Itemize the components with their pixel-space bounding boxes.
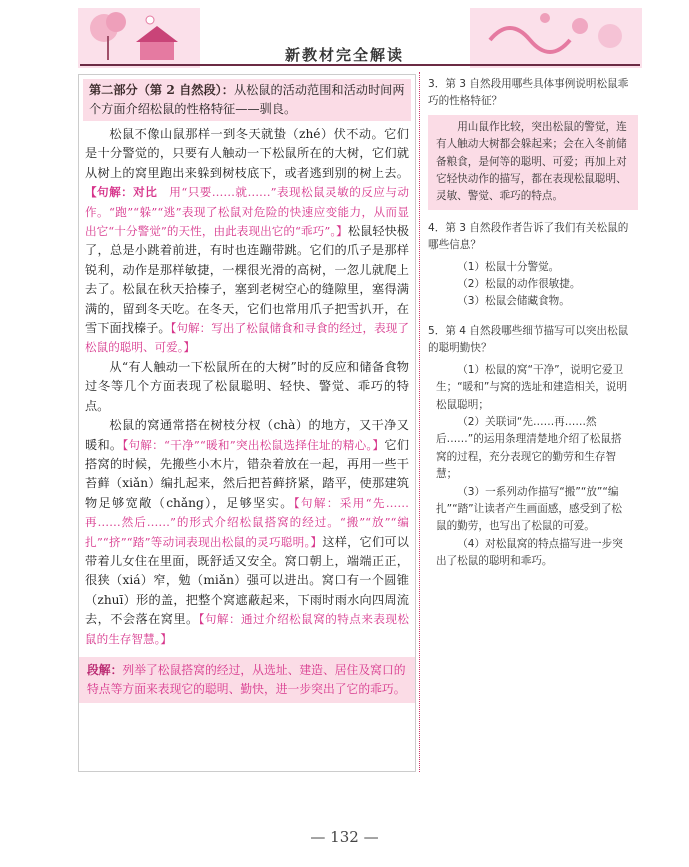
paragraph-analysis-label: 段解： [87, 662, 123, 677]
answer-5-box [428, 360, 638, 573]
page-header-title: 新教材完全解读 [284, 46, 404, 64]
answer-5-item-3: （3）一系列动作描写“搬”“放”“编扎”“踏”让读者产生画面感，感受到了松鼠的勤劳，也写出了松鼠的可爱。 [436, 485, 622, 533]
header-decoration [0, 0, 689, 80]
question-4: 4．第 3 自然段作者告诉了我们有关松鼠的哪些信息？ [428, 221, 629, 252]
text-p4: 松鼠的窝通常搭在树枝分杈（chà）的地方，又干净又暖和。 [85, 418, 409, 452]
answer-5-item-4: （4）对松鼠窝的特点描写进一步突出了松鼠的聪明和乖巧。 [436, 537, 623, 568]
answer-4-item-3: （3）松鼠会储藏食物。 [457, 295, 570, 308]
answer-3: 用山鼠作比较，突出松鼠的警觉，连有人触动大树都会躲起来；会在入冬前储备粮食，是何等的聪明、可爱；再加上对它轻快动作的描写，都在表现松鼠聪明、灵敏、警觉、乖巧的特点。 [436, 120, 627, 203]
sentence-note-3: 【句解：“干净”“暖和”突出松鼠选择住址的精心。】 [122, 437, 385, 452]
page-number: — 132 — [310, 828, 379, 846]
answer-4-box [428, 257, 638, 313]
paragraph-analysis-text: 列举了松鼠搭窝的经过，从选址、建造、居住及窝口的特点等方面来表现它的聪明、勤快，进一步突出了它的乖巧。 [87, 662, 406, 696]
flower-icon [146, 16, 154, 24]
answer-5-item-2: （2）关联词“先……再……然后……”的运用条理清楚地介绍了松鼠搭窝的过程，充分表现它的勤劳和生存智慧； [436, 415, 622, 481]
paragraph-analysis-box [79, 657, 415, 703]
text-p5: 它们搭窝的时候，先搬些小木片，错杂着放在一起，再用一些干苔藓（xiǎn）编扎起来，然后把苔藓挤紧，踏平，使那建筑物足够宽敞（chǎng），足够坚实。 [85, 437, 410, 510]
bubble-decoration-3 [540, 13, 550, 23]
answer-5-item-1: （1）松鼠的窝“干净”，说明它爱卫生；“暖和”与窝的选址和建造相关，说明松鼠聪明； [436, 363, 628, 411]
sentence-note-4: 【句解：采用“先……再……然后……”的形式介绍松鼠搭窝的经过。“搬”“放”“编扎”“挤”“踏”等动词表现出松鼠的灵巧聪明。】 [85, 495, 409, 549]
question-3: 3．第 3 自然段用哪些具体事例说明松鼠乖巧的性格特征？ [428, 78, 629, 108]
part-label: 第二部分（第 2 自然段）： [89, 83, 234, 97]
text-p1: 松鼠不像山鼠那样一到冬天就蛰（zhé）伏不动。它们是十分警觉的，只要有人触动一下松鼠所在的大树，它们就从树上的窝里跑出来躲到树枝底下，或者逃到别的树上去。 [85, 127, 409, 180]
header-divider [80, 64, 640, 66]
column-divider [419, 72, 420, 772]
part-text: 从松鼠的活动范围和活动时间两个方面介绍松鼠的性格特征——驯良。 [89, 83, 405, 116]
question-column [428, 76, 638, 583]
paragraph-block-2 [79, 416, 415, 649]
text-p6: 这样，它们可以带着儿女住在里面，既舒适又安全。窝口朝上，端端正正，很狭（xiá）窄，勉（miǎn）强可以进出。窝口有一个圆锥（zhuī）形的盖，把整个窝遮蔽起来，下雨时雨水向四周流去，不会落在窝里。 [85, 534, 409, 627]
note-1-text: 用“只要……就……”表现松鼠灵敏的反应与动作。“跑”“躲”“逃”表现了松鼠对危险的快速应变能力，从而显出它“十分警觉”的天性，由此表现出它的“乖巧”。】 [85, 185, 409, 239]
main-text-column [78, 74, 416, 772]
note-1-key: 【句解：对比 [85, 185, 158, 200]
answer-4-item-2: （2）松鼠的动作很敏捷。 [457, 278, 581, 291]
answer-3-box [428, 115, 638, 210]
question-5: 5．第 4 自然段哪些细节描写可以突出松鼠的聪明勤快？ [428, 324, 629, 355]
text-p2: 松鼠轻快极了，总是小跳着前进，有时也连蹦带跳。它们的爪子是那样锐利，动作是那样敏捷，一棵很光滑的高树，一忽儿就爬上去了。松鼠在秋天拾榛子，塞到老树空心的缝隙里，塞得满满的，留到冬天吃。在冬天，它们也常用爪子把雪扒开，在雪下面找榛子。 [85, 224, 409, 336]
paragraph-summary: 从“有人触动一下松鼠所在的大树”时的反应和储备食物过冬等几个方面表现了松鼠聪明、轻快、警觉、乖巧的特点。 [85, 359, 409, 413]
bubble-decoration [572, 18, 588, 34]
sentence-note-5: 【句解：通过介绍松鼠窝的特点来表现松鼠的生存智慧。】 [85, 612, 410, 646]
part-summary-box [83, 79, 411, 121]
tree-crown-2 [106, 12, 126, 32]
answer-4-item-1: （1）松鼠十分警觉。 [457, 260, 560, 273]
paragraph-block-1 [79, 125, 415, 358]
sentence-note-2: 【句解：写出了松鼠储食和寻食的经过，表现了松鼠的聪明、可爱。】 [85, 321, 410, 355]
